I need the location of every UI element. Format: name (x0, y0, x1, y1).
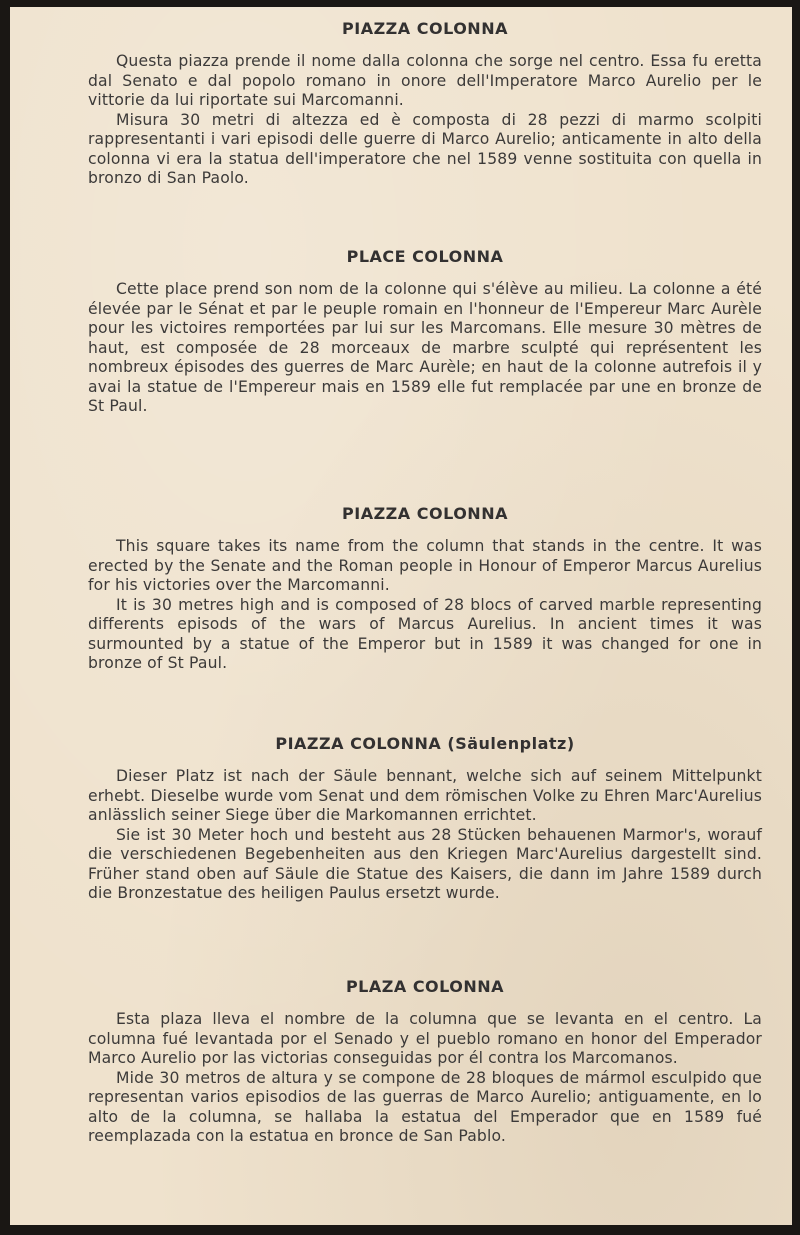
section-title: PIAZZA COLONNA (342, 19, 508, 38)
section-paragraph: Questa piazza prende il nome dalla colonna che sorge nel centro. Essa fu eretta dal Senato e dal popolo romano in onore dell'Imperatore Marco Aurelio per le vittorie da lui riportate sui Marcomanni. (88, 52, 762, 109)
section-paragraph: Misura 30 metri di altezza ed è composta di 28 pezzi di marmo scolpiti rappresentanti i vari episodi delle guerre di Marco Aurelio; anticamente in alto della colonna vi era la statua dell'imperatore che nel 1589 venne sostituita con quella in bronzo di San Paolo. (88, 110, 762, 187)
section-title: PIAZZA COLONNA (342, 504, 508, 523)
section-english (88, 504, 762, 674)
postcard-back (10, 7, 792, 1225)
section-spanish (88, 977, 762, 1147)
section-german (88, 734, 762, 904)
section-paragraph: Dieser Platz ist nach der Säule bennant, welche sich auf seinem Mittelpunkt erhebt. Dieselbe wurde vom Senat und dem römischen Volke zu Ehren Marc'Aurelius anlässlich seiner Siege über die Markomannen errichtet. (88, 767, 762, 824)
section-paragraph: This square takes its name from the column that stands in the centre. It was erected by the Senate and the Roman people in Honour of Emperor Marcus Aurelius for his victories over the Marcomanni. (88, 537, 762, 594)
section-italian (88, 19, 762, 189)
section-paragraph: Esta plaza lleva el nombre de la columna que se levanta en el centro. La columna fué levantada por el Senado y el pueblo romano en honor del Emperador Marco Aurelio por las victorias conseguidas por él contra los Marcomanos. (88, 1010, 762, 1067)
section-paragraph: Sie ist 30 Meter hoch und besteht aus 28 Stücken behauenen Marmor's, worauf die verschiedenen Begebenheiten aus den Kriegen Marc'Aurelius dargestellt sind. Früher stand oben auf Säule die Statue des Kaisers, die dann im Jahre 1589 durch die Bronzestatue des heiligen Paulus ersetzt wurde. (88, 825, 762, 902)
section-french (88, 247, 762, 417)
section-paragraph: It is 30 metres high and is composed of 28 blocs of carved marble representing differents episods of the wars of Marcus Aurelius. In ancient times it was surmounted by a statue of the Emperor but in 1589 it was changed for one in bronze of St Paul. (88, 595, 762, 672)
section-title: PLACE COLONNA (346, 247, 504, 266)
section-title: PIAZZA COLONNA (Säulenplatz) (275, 734, 575, 753)
section-paragraph: Mide 30 metros de altura y se compone de 28 bloques de mármol esculpido que representan varios episodios de las guerras de Marco Aurelio; antiguamente, en lo alto de la columna, se hallaba la estatua del Emperador que en 1589 fué reemplazada con la estatua en bronce de San Pablo. (88, 1068, 762, 1145)
section-paragraph: Cette place prend son nom de la colonne qui s'élève au milieu. La colonne a été élevée par le Sénat et par le peuple romain en l'honneur de l'Empereur Marc Aurèle pour les victoires remportées par lui sur les Marcomans. Elle mesure 30 mètres de haut, est composée de 28 morceaux de marbre sculpté qui représentent les nombreux épisodes des guerres de Marc Aurèle; en haut de la colonne autrefois il y avai la statue de l'Empereur mais en 1589 elle fut remplacée par une en bronze de St Paul. (88, 280, 762, 415)
section-title: PLAZA COLONNA (345, 977, 505, 996)
